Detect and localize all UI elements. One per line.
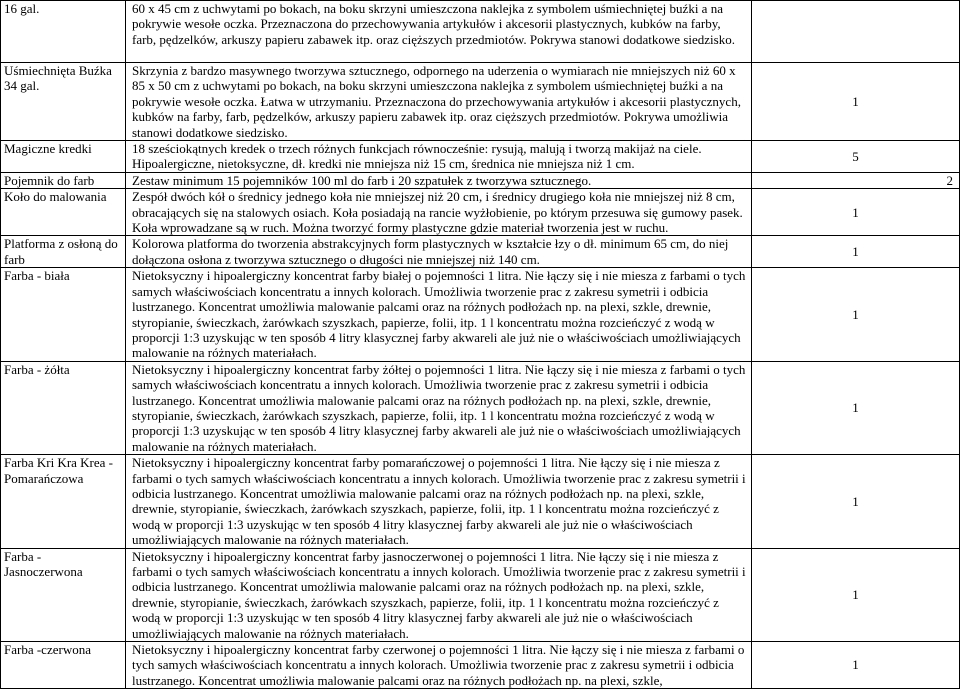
item-description: 60 x 45 cm z uchwytami po bokach, na boku skrzyni umieszczona naklejka z symbolem uśmiechniętej buźki a na pokrywie wesołe oczka. Przeznaczona do przechowywania artykułów i akcesorii plastycznych, kubków na farby, farb, pędzelków, arkuszy papieru zabawek itp. oraz cięższych przedmiotów. Pokrywa stanowi dodatkowe siedzisko. — [126, 1, 752, 63]
table-row — [1, 63, 960, 141]
item-quantity: 1 — [752, 63, 960, 141]
item-name: 16 gal. — [1, 1, 126, 63]
item-name: Pojemnik do farb — [1, 172, 126, 188]
item-description: Nietoksyczny i hipoalergiczny koncentrat farby jasnoczerwonej o pojemności 1 litra. Nie łączy się i nie miesza z farbami o tych samych właściwościach koncentratu a innych kolorach. Umożliwia tworzenie prac z zakresu symetrii i odbicia lustrzanego. Koncentrat umożliwia malowanie palcami oraz na różnych podłożach np. na plexi, szkle, drewnie, styropianie, świeczkach, żarówkach szyszkach, papierze, folii, itp. 1 l koncentratu można rozcieńczyć z wodą w proporcji 1:3 uzyskując w ten sposób 4 litry klasycznej farby akwareli ale już nie o właściwościach umożliwiających malowanie na różnych materiałach. — [126, 548, 752, 641]
table-row — [1, 141, 960, 173]
item-description: Zestaw minimum 15 pojemników 100 ml do farb i 20 szpatułek z tworzywa sztucznego. — [126, 172, 752, 188]
item-description: Nietoksyczny i hipoalergiczny koncentrat farby żółtej o pojemności 1 litra. Nie łączy się i nie miesza z farbami o tych samych właściwościach koncentratu a innych kolorach. Umożliwia tworzenie prac z zakresu symetrii i odbicia lustrzanego. Koncentrat umożliwia malowanie palcami oraz na różnych podłożach np. na plexi, szkle, drewnie, styropianie, świeczkach, żarówkach szyszkach, papierze, folii, itp. 1 l koncentratu można rozcieńczyć z wodą w proporcji 1:3 uzyskując w ten sposób 4 litry klasycznej farby akwareli ale już nie o właściwościach umożliwiających malowanie na różnych materiałach. — [126, 361, 752, 454]
item-quantity: 1 — [752, 642, 960, 689]
item-name: Magiczne kredki — [1, 141, 126, 173]
item-name: Uśmiechnięta Buźka 34 gal. — [1, 63, 126, 141]
table-row — [1, 236, 960, 268]
item-name: Koło do malowania — [1, 189, 126, 236]
item-name: Farba -czerwona — [1, 642, 126, 689]
item-description: Zespół dwóch kół o średnicy jednego koła nie mniejszej niż 20 cm, i średnicy drugiego koła nie mniejszej niż 8 cm, obracających się na stalowych osiach. Koła posiadają na rancie wyżłobienie, po którym przesuwa się gumowy pasek. Koła wprowadzane są w ruch. Można tworzyć formy plastyczne gdzie materiał tworzenia jest w ruchu. — [126, 189, 752, 236]
table-row — [1, 268, 960, 361]
item-quantity: 2 — [752, 172, 960, 188]
item-name: Farba - żółta — [1, 361, 126, 454]
table-row — [1, 189, 960, 236]
table-row — [1, 642, 960, 689]
item-quantity: 1 — [752, 548, 960, 641]
item-name: Farba - biała — [1, 268, 126, 361]
item-quantity: 1 — [752, 268, 960, 361]
item-name: Platforma z osłoną do farb — [1, 236, 126, 268]
item-description: Kolorowa platforma do tworzenia abstrakcyjnych form plastycznych w kształcie łzy o dł. minimum 65 cm, do niej dołączona osłona z tworzywa sztucznego o długości nie mniejszej niż 140 cm. — [126, 236, 752, 268]
item-quantity: 1 — [752, 361, 960, 454]
item-description: Nietoksyczny i hipoalergiczny koncentrat farby czerwonej o pojemności 1 litra. Nie łączy się i nie miesza z farbami o tych samych właściwościach koncentratu a innych kolorach. Umożliwia tworzenie prac z zakresu symetrii i odbicia lustrzanego. Koncentrat umożliwia malowanie palcami oraz na różnych podłożach np. na plexi, szkle, — [126, 642, 752, 689]
item-quantity: 5 — [752, 141, 960, 173]
table-row — [1, 548, 960, 641]
table-row — [1, 1, 960, 63]
item-name: Farba - Jasnoczerwona — [1, 548, 126, 641]
table-row — [1, 455, 960, 548]
item-quantity: 1 — [752, 455, 960, 548]
item-description: Nietoksyczny i hipoalergiczny koncentrat farby białej o pojemności 1 litra. Nie łączy się i nie miesza z farbami o tych samych właściwościach koncentratu a innych kolorach. Umożliwia tworzenie prac z zakresu symetrii i odbicia lustrzanego. Koncentrat umożliwia malowanie palcami oraz na różnych podłożach np. na plexi, szkle, drewnie, styropianie, świeczkach, żarówkach szyszkach, papierze, folii, itp. 1 l koncentratu można rozcieńczyć z wodą w proporcji 1:3 uzyskując w ten sposób 4 litry klasycznej farby akwareli ale już nie o właściwościach umożliwiających malowanie na różnych materiałach. — [126, 268, 752, 361]
table-row — [1, 172, 960, 188]
item-description: 18 sześciokątnych kredek o trzech różnych funkcjach równocześnie: rysują, malują i tworzą makijaż na ciele. Hipoalergiczne, nietoksyczne, dł. kredki nie mniejsza niż 15 cm, średnica nie mniejsza niż 1 cm. — [126, 141, 752, 173]
item-name: Farba Kri Kra Krea - Pomarańczowa — [1, 455, 126, 548]
item-quantity: 1 — [752, 189, 960, 236]
item-quantity — [752, 1, 960, 63]
item-quantity: 1 — [752, 236, 960, 268]
item-description: Nietoksyczny i hipoalergiczny koncentrat farby pomarańczowej o pojemności 1 litra. Nie łączy się i nie miesza z farbami o tych samych właściwościach koncentratu a innych kolorach. Umożliwia tworzenie prac z zakresu symetrii i odbicia lustrzanego. Koncentrat umożliwia malowanie palcami oraz na różnych podłożach np. na plexi, szkle, drewnie, styropianie, świeczkach, żarówkach szyszkach, papierze, folii, itp. 1 l koncentratu można rozcieńczyć z wodą w proporcji 1:3 uzyskując w ten sposób 4 litry klasycznej farby akwareli ale już nie o właściwościach umożliwiających malowanie na różnych materiałach. — [126, 455, 752, 548]
item-description: Skrzynia z bardzo masywnego tworzywa sztucznego, odpornego na uderzenia o wymiarach nie mniejszych niż 60 x 85 x 50 cm z uchwytami po bokach, na boku skrzyni umieszczona naklejka z symbolem uśmiechniętej buźki a na pokrywie wesołe oczka. Łatwa w utrzymaniu. Przeznaczona do przechowywania artykułów i akcesorii plastycznych, kubków na farby, farb, pędzelków, arkuszy papieru zabawek itp. oraz cięższych przedmiotów. Pokrywa umożliwia stanowi dodatkowe siedzisko. — [126, 63, 752, 141]
table-row — [1, 361, 960, 454]
